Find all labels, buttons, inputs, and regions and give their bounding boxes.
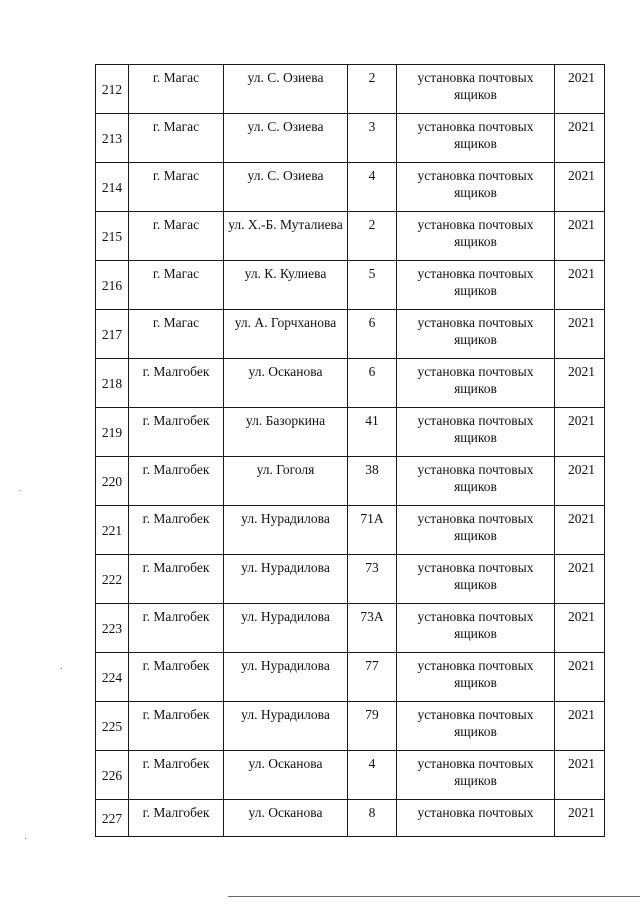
house-number: 73А [360,609,384,624]
house-number: 4 [368,756,376,771]
table-row [96,114,605,163]
scan-speck [61,668,62,669]
house-number: 3 [368,119,376,134]
work-description [397,457,554,495]
work-line-1: установка почтовых [417,364,534,379]
work-line-1: установка почтовых [417,707,534,722]
year: 2021 [568,315,595,330]
house-number: 6 [368,315,376,330]
year-cell [555,310,605,359]
work-line-1: установка почтовых [417,462,534,477]
house-number: 8 [368,805,376,820]
work-line-2: ящиков [454,479,497,494]
house-cell [348,114,397,163]
work-line-1: установка почтовых [417,805,534,820]
house-cell [348,800,397,837]
year-cell [555,555,605,604]
table-row [96,751,605,800]
year-cell [555,506,605,555]
work-line-2: ящиков [454,87,497,102]
work-description [397,702,554,740]
year-cell [555,212,605,261]
house-number: 38 [365,462,379,477]
street-cell [224,653,348,702]
row-number: 216 [101,277,123,293]
year: 2021 [568,413,595,428]
street-cell [224,457,348,506]
row-number-cell [96,457,129,506]
row-number: 218 [101,375,123,391]
work-line-1: установка почтовых [417,413,534,428]
row-number: 219 [101,424,123,440]
street: ул. Нурадилова [241,609,330,624]
work-line-1: установка почтовых [417,658,534,673]
house-number: 5 [368,266,376,281]
street: ул. Базоркина [245,413,326,428]
work-line-2: ящиков [454,234,497,249]
row-number-cell [96,604,129,653]
city-cell [129,653,224,702]
row-number-cell [96,702,129,751]
work-description [397,163,554,201]
street-cell [224,163,348,212]
city: г. Малгобек [142,511,210,526]
city-cell [129,114,224,163]
city: г. Малгобек [142,805,210,820]
work-cell [397,751,555,800]
work-cell [397,310,555,359]
year-cell [555,751,605,800]
house-cell [348,310,397,359]
house-cell [348,359,397,408]
street: ул. Нурадилова [241,707,330,722]
work-line-1: установка почтовых [417,168,534,183]
work-line-2: ящиков [454,185,497,200]
work-line-1: установка почтовых [417,511,534,526]
year-cell [555,604,605,653]
work-description [397,359,554,397]
work-line-2: ящиков [454,626,497,641]
city-cell [129,506,224,555]
work-line-2: ящиков [454,528,497,543]
year-cell [555,261,605,310]
year-cell [555,65,605,114]
table-row [96,653,605,702]
work-cell [397,359,555,408]
table-row [96,800,605,837]
row-number: 212 [101,81,123,97]
year: 2021 [568,217,595,232]
work-description [397,408,554,446]
table-row [96,359,605,408]
year-cell [555,359,605,408]
house-number: 2 [368,217,376,232]
scan-bottom-edge [228,896,640,897]
work-cell [397,212,555,261]
row-number: 221 [101,522,123,538]
row-number-cell [96,310,129,359]
year: 2021 [568,805,595,820]
work-line-1: установка почтовых [417,756,534,771]
year: 2021 [568,168,595,183]
house-number: 2 [368,70,376,85]
city-cell [129,261,224,310]
house-number: 4 [368,168,376,183]
street-cell [224,408,348,457]
work-line-1: установка почтовых [417,217,534,232]
house-number: 77 [365,658,379,673]
street: ул. Гоголя [256,462,315,477]
year-cell [555,408,605,457]
year: 2021 [568,609,595,624]
work-line-1: установка почтовых [417,119,534,134]
year: 2021 [568,266,595,281]
city: г. Малгобек [142,658,210,673]
city: г. Магас [152,217,200,232]
year: 2021 [568,119,595,134]
city-cell [129,604,224,653]
city: г. Малгобек [142,707,210,722]
city-cell [129,800,224,837]
work-cell [397,457,555,506]
table-row [96,65,605,114]
work-line-1: установка почтовых [417,70,534,85]
year-cell [555,800,605,837]
city: г. Магас [152,168,200,183]
work-description [397,604,554,642]
house-cell [348,163,397,212]
year-cell [555,163,605,212]
city: г. Малгобек [142,462,210,477]
row-number-cell [96,114,129,163]
row-number-cell [96,359,129,408]
work-description [397,506,554,544]
street: ул. Нурадилова [241,560,330,575]
city-cell [129,457,224,506]
work-description [397,310,554,348]
city-cell [129,65,224,114]
city: г. Малгобек [142,609,210,624]
city: г. Магас [152,315,200,330]
house-cell [348,408,397,457]
street: ул. К. Кулиева [244,266,327,281]
row-number: 217 [101,326,123,342]
year-cell [555,702,605,751]
work-description [397,65,554,103]
house-cell [348,555,397,604]
street-cell [224,114,348,163]
house-cell [348,604,397,653]
city-cell [129,702,224,751]
work-line-1: установка почтовых [417,266,534,281]
house-cell [348,261,397,310]
work-cell [397,702,555,751]
work-description [397,751,554,789]
work-line-2: ящиков [454,283,497,298]
year: 2021 [568,707,595,722]
city: г. Магас [152,70,200,85]
city-cell [129,555,224,604]
work-line-2: ящиков [454,724,497,739]
street-cell [224,310,348,359]
year-cell [555,653,605,702]
work-line-2: ящиков [454,430,497,445]
work-description [397,114,554,152]
house-cell [348,702,397,751]
house-cell [348,653,397,702]
table-row [96,408,605,457]
row-number-cell [96,212,129,261]
row-number: 214 [101,179,123,195]
street: ул. С. Озиева [247,70,324,85]
work-line-2: ящиков [454,773,497,788]
work-cell [397,506,555,555]
city: г. Малгобек [142,413,210,428]
work-line-2: ящиков [454,675,497,690]
work-cell [397,65,555,114]
row-number-cell [96,555,129,604]
year: 2021 [568,560,595,575]
street: ул. Осканова [248,756,323,771]
street-cell [224,702,348,751]
row-number: 225 [101,718,123,734]
row-number-cell [96,163,129,212]
row-number: 226 [101,767,123,783]
year: 2021 [568,70,595,85]
work-line-1: установка почтовых [417,560,534,575]
year: 2021 [568,462,595,477]
street-cell [224,261,348,310]
city-cell [129,408,224,457]
row-number: 213 [101,130,123,146]
work-cell [397,408,555,457]
work-description [397,653,554,691]
city-cell [129,163,224,212]
work-cell [397,604,555,653]
street-cell [224,65,348,114]
street-cell [224,212,348,261]
city-cell [129,212,224,261]
scan-speck [25,838,26,839]
city: г. Магас [152,119,200,134]
work-description [397,555,554,593]
work-line-2: ящиков [454,136,497,151]
work-cell [397,800,555,837]
work-description [397,800,554,821]
scan-speck [19,490,20,491]
street-cell [224,555,348,604]
work-line-2: ящиков [454,577,497,592]
street-cell [224,751,348,800]
row-number: 223 [101,620,123,636]
house-cell [348,457,397,506]
work-line-2: ящиков [454,332,497,347]
table-row [96,457,605,506]
year: 2021 [568,364,595,379]
street: ул. С. Озиева [247,119,324,134]
year: 2021 [568,658,595,673]
street: ул. Осканова [248,364,323,379]
table-row [96,261,605,310]
year: 2021 [568,756,595,771]
table-row [96,212,605,261]
city: г. Малгобек [142,756,210,771]
data-table [95,64,605,837]
city-cell [129,751,224,800]
row-number-cell [96,408,129,457]
city: г. Магас [152,266,200,281]
street-cell [224,506,348,555]
row-number-cell [96,751,129,800]
year: 2021 [568,511,595,526]
row-number-cell [96,506,129,555]
work-line-1: установка почтовых [417,609,534,624]
work-cell [397,653,555,702]
year-cell [555,457,605,506]
row-number-cell [96,65,129,114]
table-row [96,163,605,212]
street: ул. Нурадилова [241,658,330,673]
house-number: 73 [365,560,379,575]
street: ул. А. Горчханова [234,315,337,330]
city: г. Малгобек [142,364,210,379]
row-number: 227 [101,810,123,826]
house-cell [348,506,397,555]
work-cell [397,163,555,212]
street: ул. С. Озиева [247,168,324,183]
table-row [96,702,605,751]
table-row [96,555,605,604]
street-cell [224,800,348,837]
street: ул. Нурадилова [241,511,330,526]
house-number: 79 [365,707,379,722]
work-cell [397,261,555,310]
row-number: 222 [101,571,123,587]
street-cell [224,604,348,653]
street: ул. Х.-Б. Муталиева [228,217,343,232]
row-number: 220 [101,473,123,489]
row-number: 224 [101,669,123,685]
table-body [96,65,605,837]
house-cell [348,212,397,261]
street: ул. Осканова [248,805,323,820]
house-cell [348,65,397,114]
row-number: 215 [101,228,123,244]
table-row [96,604,605,653]
city-cell [129,359,224,408]
row-number-cell [96,261,129,310]
house-cell [348,751,397,800]
city: г. Малгобек [142,560,210,575]
year-cell [555,114,605,163]
work-description [397,261,554,299]
work-cell [397,555,555,604]
house-number: 71А [360,511,384,526]
house-number: 41 [365,413,379,428]
work-line-1: установка почтовых [417,315,534,330]
table-row [96,310,605,359]
row-number-cell [96,653,129,702]
row-number-cell [96,800,129,837]
house-number: 6 [368,364,376,379]
work-cell [397,114,555,163]
city-cell [129,310,224,359]
work-description [397,212,554,250]
street-cell [224,359,348,408]
table-row [96,506,605,555]
work-line-2: ящиков [454,381,497,396]
